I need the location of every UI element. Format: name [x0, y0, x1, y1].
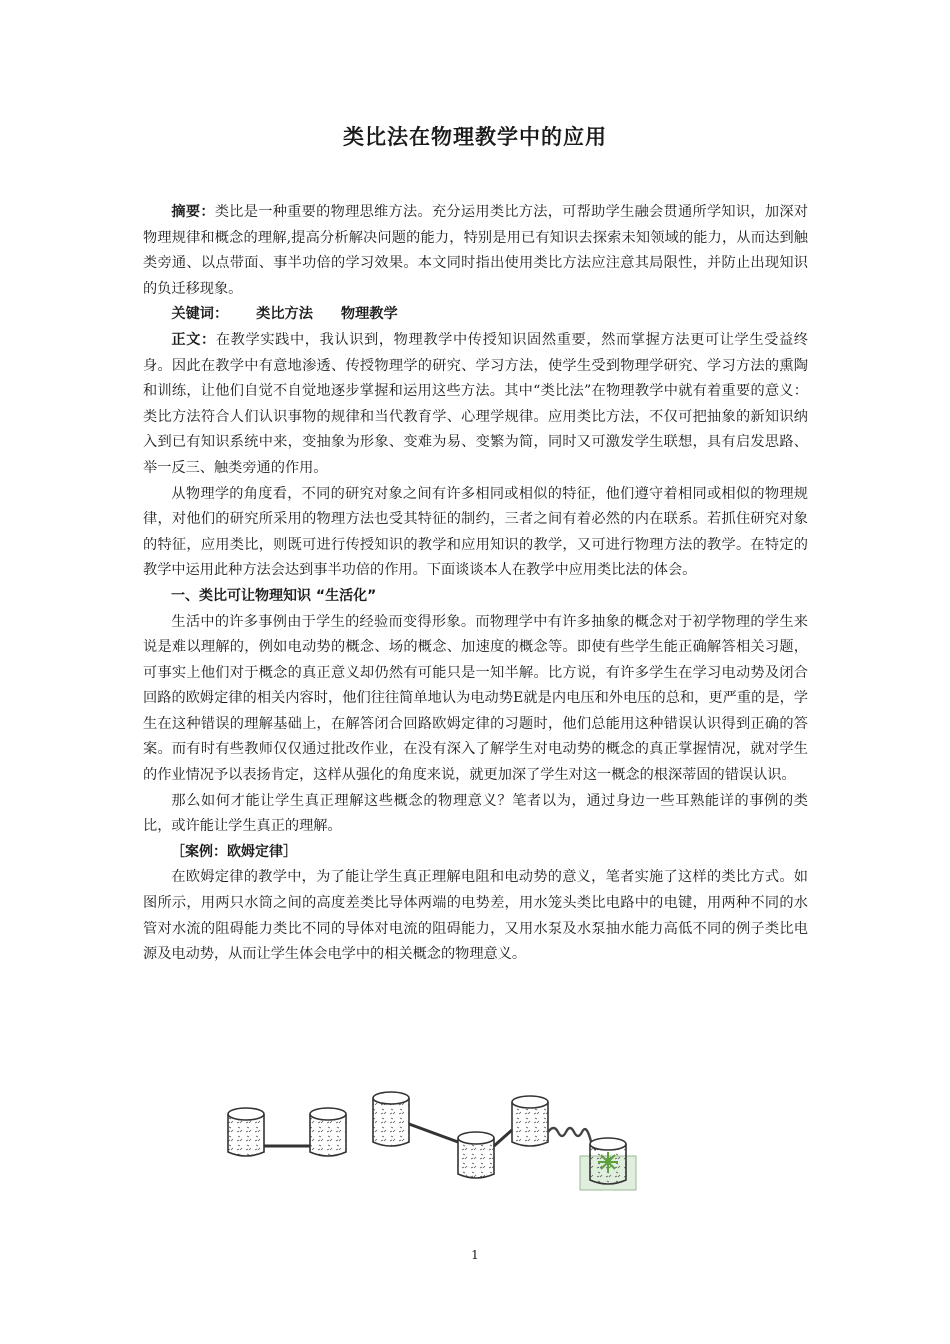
abstract-paragraph [143, 200, 808, 302]
abstract-label: 摘要： [171, 204, 215, 220]
page-number: 1 [471, 1248, 479, 1262]
connecting-pipe [409, 1124, 458, 1142]
keyword-item: 类比方法 [256, 306, 313, 323]
bucket-1 [228, 1108, 264, 1156]
section1-p3: 在欧姆定律的教学中，为了能让学生真正理解电阻和电动势的意义，笔者实施了这样的类比方式。如图所示，用两只水筒之间的高度差类比导体两端的电势差，用水笼头类比电路中的电键，用两种不同的水管对水流的阻碍能力类比不同的导体对电流的阻碍能力，又用水泵及水泵抽水能力高低不同的例子类比电源及电动势，从而让学生体会电学中的相关概念的物理意义。 [143, 869, 808, 963]
section1-p2: 那么如何才能让学生真正理解这些概念的物理意义？笔者以为，通过身边一些耳熟能详的事例的类比，或许能让学生真正的理解。 [143, 792, 808, 835]
keyword-item: 物理教学 [340, 306, 398, 323]
pump-bucket [580, 1138, 636, 1190]
bucket-2 [310, 1108, 346, 1156]
main-text-p2: 从物理学的角度看，不同的研究对象之间有许多相同或相似的特征，他们遵守着相同或相似的物理规律，对他们的研究所采用的物理方法也受其特征的制约，三者之间有着必然的内在联系。若抓住研究对象的特征，应用类比，则既可进行传授知识的教学和应用知识的教学，又可进行物理方法的教学。在特定的教学中运用此种方法会达到事半功倍的作用。下面谈谈本人在教学中应用类比法的体会。 [143, 485, 808, 579]
coiled-hose [548, 1128, 596, 1150]
section1-p1: 生活中的许多事例由于学生的经验而变得形象。而物理学中有许多抽象的概念对于初学物理的学生来说是难以理解的，例如电动势的概念、场的概念、加速度的概念等。即使有些学生能正确解答相关习题，可事实上他们对于概念的真正意义却仍然有可能只是一知半解。比方说，有许多学生在学习电动势及闭合回路的欧姆定律的相关内容时，他们往往简单地认为电动势E就是内电压和外电压的总和，更严重的是，学生在这种错误的理解基础上，在解答闭合回路欧姆定律的习题时，他们总能用这种错误认识得到正确的答案。而有时有些教师仅仅通过批改作业，在没有深入了解学生对电动势的概念的真正掌握情况，就对学生的作业情况予以表扬肯定，这样从强化的角度来说，就更加深了学生对这一概念的根深蒂固的错误认识。 [143, 613, 808, 784]
bucket-4 [458, 1132, 494, 1178]
abstract-text: 类比是一种重要的物理思维方法。充分运用类比方法，可帮助学生融会贯通所学知识，加深对物理规律和概念的理解,提高分析解决问题的能力，特别是用已有知识去探索未知领域的能力，从而达到触类旁通、以点带面、事半功倍的学习效果。本文同时指出使用类比方法应注意其局限性，并防止出现知识的负迁移现象。 [143, 204, 808, 297]
keywords-label: 关键词： [171, 306, 229, 323]
bucket-5 [512, 1096, 548, 1146]
document-body [143, 200, 808, 968]
main-text-paragraph [143, 328, 808, 482]
document-title: 类比法在物理教学中的应用 [343, 125, 607, 149]
water-bucket-analogy-figure [218, 1080, 688, 1205]
keywords-line [143, 302, 808, 328]
section1-heading: 一、类比可让物理知识 “生活化” [171, 587, 377, 604]
bucket-3 [373, 1092, 409, 1146]
connecting-pipe [494, 1130, 512, 1146]
main-text-p1: 在教学实践中，我认识到，物理教学中传授知识固然重要，然而掌握方法更可让学生受益终身。因此在教学中有意地渗透、传授物理学的研究、学习方法，使学生受到物理学研究、学习方法的熏陶和训练，让他们自觉不自觉地逐步掌握和运用这些方法。其中“类比法”在物理教学中就有着重要的意义：类比方法符合人们认识事物的规律和当代教育学、心理学规律。应用类比方法，不仅可把抽象的新知识纳入到已有知识系统中来，变抽象为形象、变难为易、变繁为简，同时又可激发学生联想，具有启发思路、举一反三、触类旁通的作用。 [143, 331, 808, 476]
main-text-label: 正文： [171, 331, 216, 348]
case-label: ［案例：欧姆定律］ [171, 843, 297, 860]
